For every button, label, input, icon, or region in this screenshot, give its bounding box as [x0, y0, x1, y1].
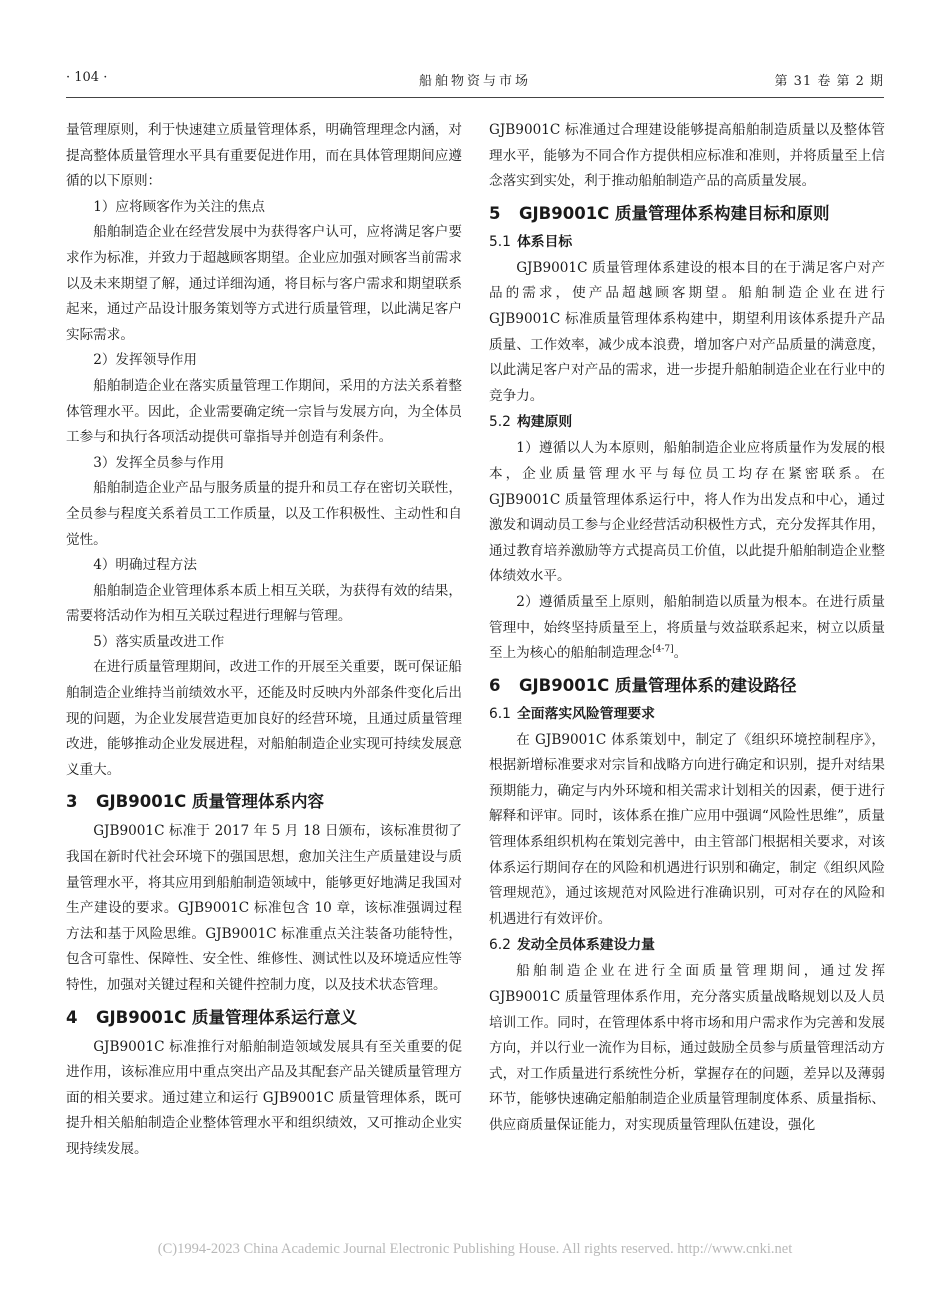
subsection-6-1-heading [489, 703, 885, 726]
header-rule [66, 97, 884, 98]
section-number: 6 [489, 675, 501, 695]
principle-4-body: 船舶制造企业管理体系本质上相互关联，为获得有效的结果，需要将活动作为相互关联过程进行理解与管理。 [66, 582, 462, 625]
subsection-5-2-para-2 [489, 590, 885, 667]
principle-3-title: 3）发挥全员参与作用 [93, 454, 225, 471]
citation-ref: [4-7] [652, 644, 674, 655]
subsection-number: 5.2 [489, 414, 511, 431]
principle-4-title: 4）明确过程方法 [93, 557, 197, 574]
principle-2-body: 船舶制造企业在落实质量管理工作期间，采用的方法关系着整体管理水平。因此，企业需要确定统一宗旨与发展方向，为全体员工参与和执行各项活动提供可靠指导并创造有利条件。 [66, 377, 462, 446]
subsection-6-1-body: 在 GJB9001C 体系策划中，制定了《组织环境控制程序》，根据新增标准要求对宗旨和战略方向进行确定和识别，提升对结果预期能力，确定与内外环境和相关需求计划相关的因素，便于进行解释和评审。同时，该体系在推广应用中强调“风险性思维”，质量管理体系组织机构在策划完善中，由主管部门根据相关要求，对该体系运行期间存在的风险和机遇进行识别和确定，制定《组织风险管理规范》，通过该规范对风险进行准确识别，可对存在的风险和机遇进行有效评价。 [489, 731, 885, 927]
section-title: GJB9001C 质量管理体系运行意义 [96, 1007, 358, 1027]
principle-5-body: 在进行质量管理期间，改进工作的开展至关重要，既可保证船舶制造企业维持当前绩效水平，还能及时反映内外部条件变化后出现的问题，为企业发展营造更加良好的经营环境，且通过质量管理改进，能够推动企业发展进程，对船舶制造企业实现可持续发展意义重大。 [66, 659, 462, 778]
subsection-5-1-heading [489, 231, 885, 254]
continued-paragraph: GJB9001C 标准通过合理建设能够提高船舶制造质量以及整体管理水平，能够为不同合作方提供相应标准和准则，并将质量至上信念落实到实处，利于推动船舶制造产品的高质量发展。 [489, 122, 885, 190]
section-4-body: GJB9001C 标准推行对船舶制造领域发展具有至关重要的促进作用，该标准应用中重点突出产品及其配套产品关键质量管理方面的相关要求。通过建立和运行 GJB9001C 质量管理体系，既可提升相关船舶制造企业整体管理水平和组织绩效，又可推动企业实现持续发展。 [66, 1038, 462, 1157]
page-number: · 104 · [66, 70, 108, 85]
para-text: 2）遵循质量至上原则，船舶制造以质量为根本。在进行质量管理中，始终坚持质量至上，将质量与效益联系起来，树立以质量至上为核心的船舶制造理念 [489, 593, 885, 662]
section-3-body: GJB9001C 标准于 2017 年 5 月 18 日颁布，该标准贯彻了我国在新时代社会环境下的强国思想，愈加关注生产质量建设与质量管理水平，将其应用到船舶制造领域中，能够更好地满足我国对生产建设的要求。GJB9001C 标准包含 10 章，该标准强调过程方法和基于风险思维。GJB9001C 标准重点关注装备功能特性，包含可靠性、保障性、安全性、维修性、测试性以及环境适应性等特性，加强对关键过程和关键件控制力度，以及技术状态管理。 [66, 823, 462, 993]
subsection-6-2-body: 船舶制造企业在进行全面质量管理期间，通过发挥 GJB9001C 质量管理体系作用，充分落实质量战略规划以及人员培训工作。同时，在管理体系中将市场和用户需求作为完善和发展方向，并以行业一流作为目标，通过鼓励全员参与质量管理活动方式，对工作质量进行系统性分析，掌握存在的问题，差异以及薄弱环节，能够快速确定船舶制造企业质量管理制度体系、质量指标、供应商质量保证能力，对实现质量管理队伍建设，强化 [489, 963, 885, 1133]
journal-title: 船舶物资与市场 [418, 74, 531, 89]
principle-5-title: 5）落实质量改进工作 [93, 633, 225, 650]
para-end: 。 [673, 645, 688, 662]
subsection-6-2-heading [489, 934, 885, 957]
section-6-heading [489, 674, 885, 698]
section-4-heading [66, 1006, 462, 1030]
copyright-watermark: (C)1994-2023 China Academic Journal Electronic Publishing House. All rights reserved. http://www.cnki.net [157, 1241, 793, 1257]
subsection-5-2-heading [489, 411, 885, 434]
subsection-title: 体系目标 [517, 233, 573, 250]
subsection-number: 5.1 [489, 233, 511, 250]
section-5-heading [489, 202, 885, 226]
subsection-title: 构建原则 [517, 414, 573, 431]
section-number: 3 [66, 792, 78, 812]
section-title: GJB9001C 质量管理体系内容 [96, 792, 325, 812]
intro-paragraph: 量管理原则，利于快速建立质量管理体系，明确管理理念内涵，对提高整体质量管理水平具有重要促进作用，而在具体管理期间应遵循的以下原则： [66, 122, 462, 190]
running-header [66, 68, 884, 90]
principle-1-body: 船舶制造企业在经营发展中为获得客户认可，应将满足客户要求作为标准，并致力于超越顾客期望。企业应加强对顾客当前需求以及未来期望了解，通过详细沟通，将目标与客户需求和期望联系起来，通过产品设计服务策划等方式进行质量管理，以此满足客户实际需求。 [66, 224, 462, 343]
left-column [66, 118, 462, 1163]
subsection-title: 全面落实风险管理要求 [517, 705, 655, 722]
section-3-heading [66, 790, 462, 814]
right-column [489, 118, 885, 1139]
principle-3-body: 船舶制造企业产品与服务质量的提升和员工存在密切关联性，全员参与程度关系着员工工作质量，以及工作积极性、主动性和自觉性。 [66, 480, 462, 548]
principle-1-title: 1）应将顾客作为关注的焦点 [93, 198, 265, 215]
principle-2-title: 2）发挥领导作用 [93, 352, 197, 369]
section-number: 4 [66, 1007, 78, 1027]
subsection-title: 发动全员体系建设力量 [517, 937, 655, 954]
subsection-number: 6.1 [489, 705, 511, 722]
volume-issue: 第 31 卷 第 2 期 [774, 74, 884, 89]
subsection-number: 6.2 [489, 937, 511, 954]
subsection-5-1-body: GJB9001C 质量管理体系建设的根本目的在于满足客户对产品的需求，使产品超越顾客期望。船舶制造企业在进行 GJB9001C 标准质量管理体系构建中，期望利用该体系提升产品质量、工作效率，减少成本浪费，增加客户对产品质量的满意度，以此满足客户对产品的需求，进一步提升船舶制造企业在行业中的竞争力。 [489, 259, 885, 404]
section-title: GJB9001C 质量管理体系的建设路径 [519, 675, 797, 695]
section-title: GJB9001C 质量管理体系构建目标和原则 [519, 203, 830, 223]
section-number: 5 [489, 203, 501, 223]
subsection-5-2-para-1: 1）遵循以人为本原则，船舶制造企业应将质量作为发展的根本，企业质量管理水平与每位员工均存在紧密联系。在 GJB9001C 质量管理体系运行中，将人作为出发点和中心，通过激发和调动员工参与企业经营活动积极性方式，充分发挥其作用，通过教育培养激励等方式提高员工价值，以此提升船舶制造企业整体绩效水平。 [489, 440, 885, 585]
